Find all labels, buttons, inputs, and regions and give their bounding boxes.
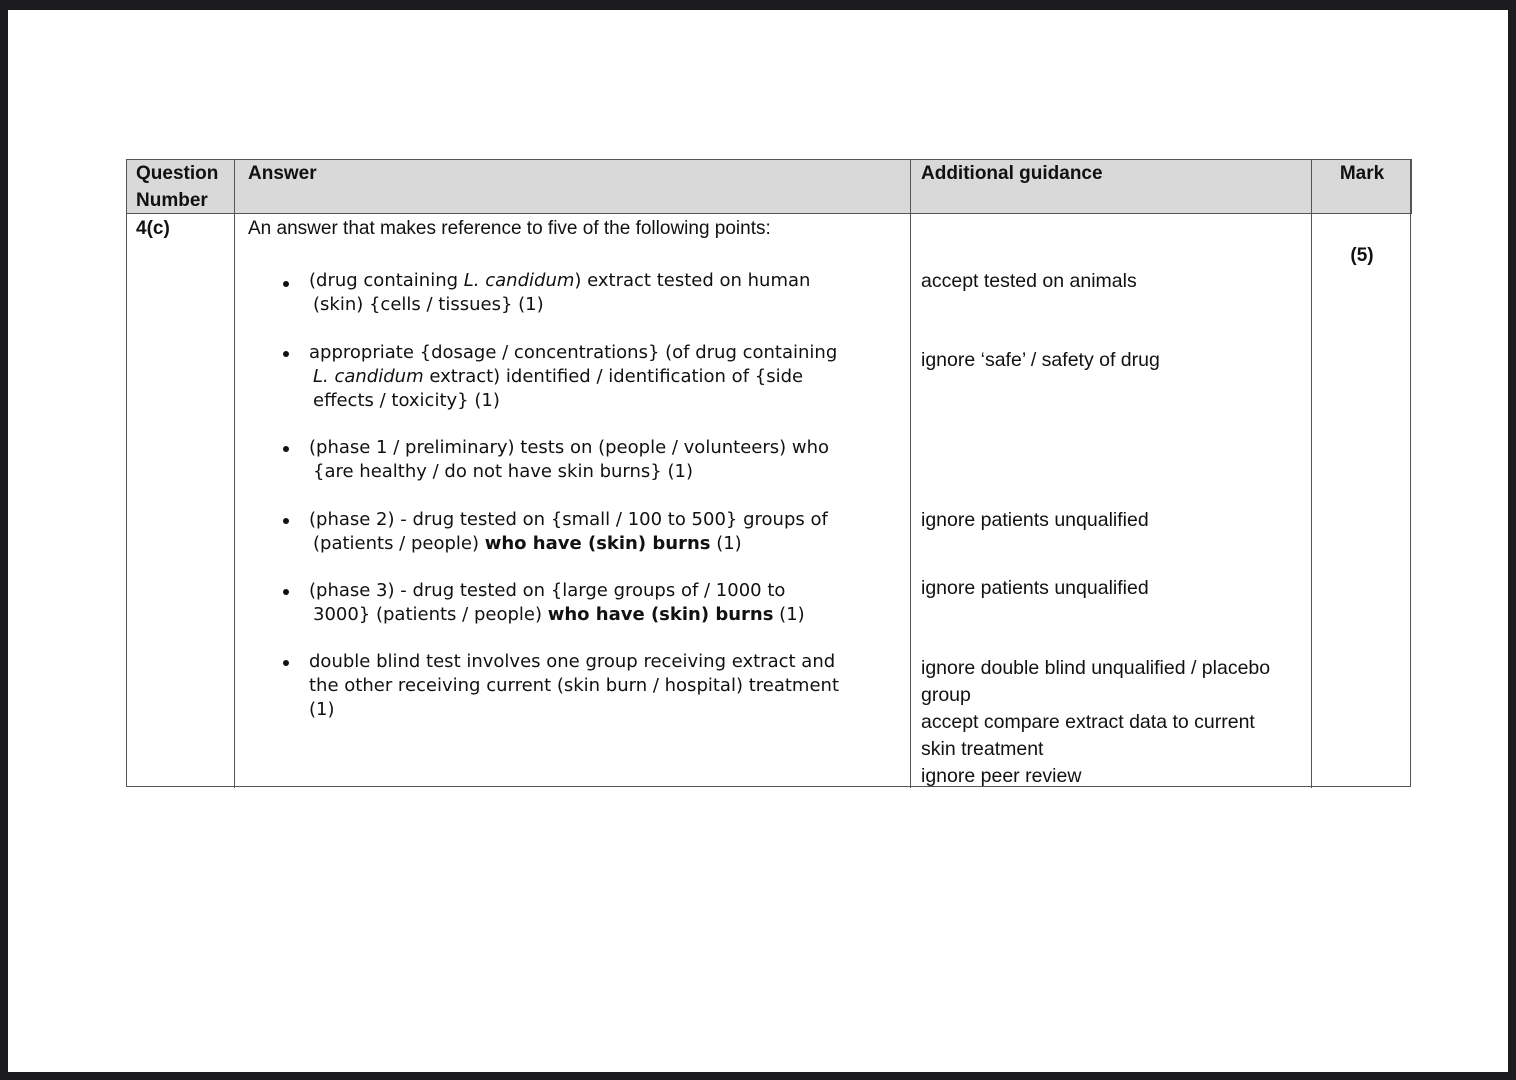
- header-answer: Answer: [248, 163, 317, 184]
- guidance-2: ignore ‘safe’ / safety of drug: [921, 349, 1160, 371]
- emphasis: who have (skin) burns: [547, 604, 774, 625]
- text: effects / toxicity} (1): [313, 390, 500, 411]
- header-question-number: [136, 160, 218, 214]
- text: appropriate {dosage / concentrations} (of drug containing: [309, 342, 838, 363]
- answer-intro: An answer that makes reference to five of the following points:: [248, 218, 771, 239]
- text: accept compare extract data to current: [921, 711, 1255, 733]
- text: (phase 3) - drug tested on {large groups of / 1000 to: [309, 580, 786, 601]
- text: (drug containing: [309, 270, 464, 291]
- text: extract) identified / identification of {side: [423, 366, 804, 387]
- bullet-icon: [283, 446, 289, 452]
- text: {are healthy / do not have skin burns} (1): [313, 461, 693, 482]
- guidance-1: accept tested on animals: [921, 270, 1137, 292]
- species-name: L. candidum: [313, 366, 424, 387]
- bullet-icon: [283, 589, 289, 595]
- text: ignore peer review: [921, 765, 1082, 787]
- mark-value: (5): [1350, 245, 1374, 266]
- text: ) extract tested on human: [574, 270, 811, 291]
- header-text: Number: [136, 190, 208, 211]
- text: (1): [309, 699, 335, 720]
- header-guidance: Additional guidance: [921, 163, 1103, 184]
- species-name: L. candidum: [463, 270, 575, 291]
- text: 3000} (patients / people): [313, 604, 548, 625]
- question-number: 4(c): [136, 218, 170, 239]
- text: (phase 2) - drug tested on {small / 100 to 500} groups of: [309, 509, 828, 530]
- column-divider: [910, 159, 911, 788]
- text: group: [921, 684, 971, 706]
- text: skin treatment: [921, 738, 1044, 760]
- guidance-4: ignore patients unqualified: [921, 577, 1149, 599]
- answer-point-4: [309, 508, 828, 556]
- text: (phase 1 / preliminary) tests on (people / volunteers) who: [309, 437, 830, 458]
- text: ignore double blind unqualified / placebo: [921, 657, 1271, 679]
- guidance-3: ignore patients unqualified: [921, 509, 1149, 531]
- header-text: Question: [136, 163, 219, 184]
- text: (patients / people): [313, 533, 485, 554]
- guidance-5: [921, 655, 1270, 790]
- text: the other receiving current (skin burn / hospital) treatment: [309, 675, 839, 696]
- bullet-icon: [283, 351, 289, 357]
- answer-point-2: [309, 341, 837, 413]
- text: (1): [773, 604, 805, 625]
- answer-point-5: [309, 579, 805, 627]
- answer-point-1: [309, 269, 810, 317]
- bullet-icon: [283, 281, 289, 287]
- header-mark: Mark: [1339, 163, 1385, 184]
- emphasis: who have (skin) burns: [484, 533, 711, 554]
- answer-point-6: [309, 650, 839, 722]
- text: (skin) {cells / tissues} (1): [313, 294, 544, 315]
- bullet-icon: [283, 660, 289, 666]
- text: (1): [710, 533, 742, 554]
- bullet-icon: [283, 518, 289, 524]
- column-divider: [234, 159, 235, 788]
- answer-point-3: [309, 436, 829, 484]
- text: double blind test involves one group receiving extract and: [309, 651, 836, 672]
